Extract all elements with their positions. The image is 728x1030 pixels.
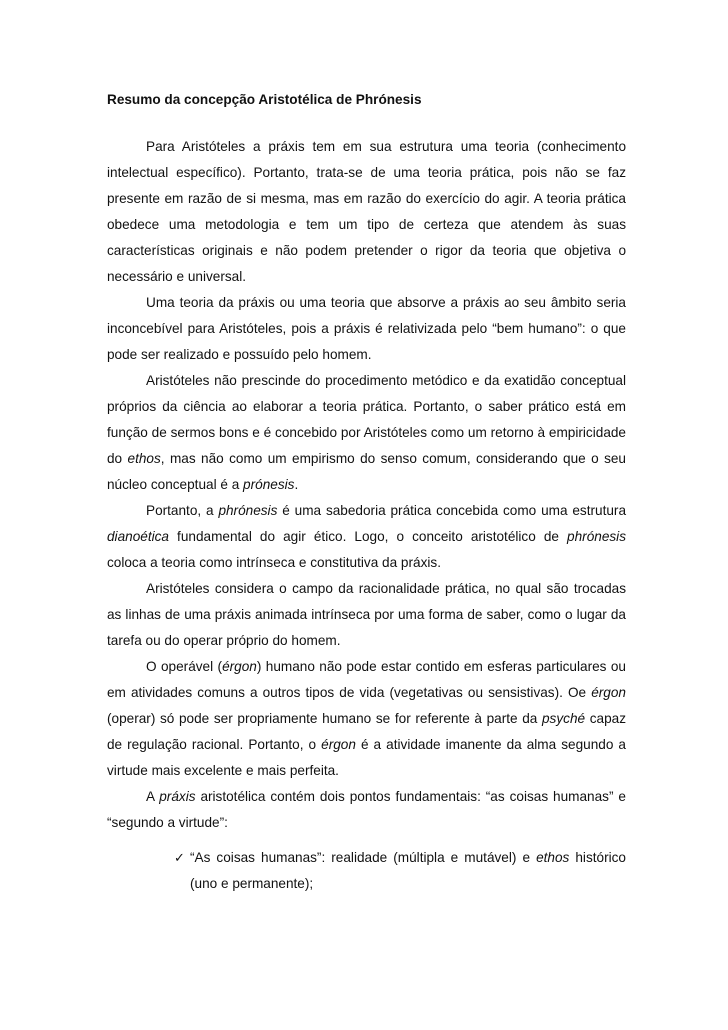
italic-term: érgon: [222, 659, 257, 674]
paragraph: [107, 368, 626, 498]
italic-term: érgon: [591, 685, 626, 700]
paragraph: [107, 134, 626, 290]
text-run: aristotélica contém dois pontos fundamentais: “as coisas humanas” e “segundo a virtude”:: [107, 789, 626, 830]
text-run: O operável (: [146, 659, 223, 674]
text-run: fundamental do agir ético. Logo, o conceito aristotélico de: [168, 529, 568, 544]
paragraph: [107, 576, 626, 654]
paragraph: [107, 498, 626, 576]
italic-term: phrónesis: [567, 529, 626, 544]
document-title: Resumo da concepção Aristotélica de Phrónesis: [107, 92, 422, 107]
text-run: capaz de regulação racional. Portanto, o: [107, 711, 626, 752]
text-run: coloca a teoria como intrínseca e constitutiva da práxis.: [107, 555, 441, 570]
text-run: .: [294, 477, 299, 492]
text-run: Portanto, a: [146, 503, 219, 518]
text-run: , mas não como um empirismo do senso comum, considerando que o seu núcleo conceptual é a: [107, 451, 626, 492]
italic-term: dianoética: [107, 529, 169, 544]
bullet-list: [174, 845, 626, 897]
text-run: “As coisas humanas”: realidade (múltipla e mutável) e: [190, 850, 537, 865]
paragraph: [107, 784, 626, 836]
text-run: é uma sabedoria prática concebida como uma estrutura: [277, 503, 627, 518]
text-run: (operar) só pode ser propriamente humano se for referente à parte da: [107, 711, 542, 726]
italic-term: prónesis: [243, 477, 295, 492]
italic-term: psyché: [542, 711, 586, 726]
paragraph: [107, 290, 626, 368]
bullet-item: [174, 845, 626, 897]
text-run: A: [146, 789, 160, 804]
italic-term: érgon: [321, 737, 356, 752]
bullet-text: [190, 850, 626, 891]
text-run: ) humano não pode estar contido em esferas particulares ou em atividades comuns a outros tipos de vida (vegetativas ou sensistivas). Oe: [107, 659, 626, 700]
text-run: Aristóteles considera o campo da racionalidade prática, no qual são trocadas as linhas de uma práxis animada intrínseca por uma forma de saber, como o lugar da tarefa ou do operar próprio do homem.: [107, 581, 626, 648]
text-run: é a atividade imanente da alma segundo a virtude mais excelente e mais perfeita.: [107, 737, 626, 778]
document-body: [107, 134, 626, 836]
italic-term: ethos: [536, 850, 570, 865]
italic-term: phrónesis: [218, 503, 278, 518]
italic-term: práxis: [159, 789, 196, 804]
text-run: Uma teoria da práxis ou uma teoria que absorve a práxis ao seu âmbito seria inconcebível para Aristóteles, pois a práxis é relativizada pelo “bem humano”: o que pode ser realizado e possuído pelo homem.: [107, 295, 626, 362]
paragraph: [107, 654, 626, 784]
italic-term: ethos: [127, 451, 161, 466]
text-run: Para Aristóteles a práxis tem em sua estrutura uma teoria (conhecimento intelectual específico). Portanto, trata-se de uma teoria prática, pois não se faz presente em razão de si mesma, mas em razão do exercício do agir. A teoria prática obedece uma metodologia e tem um tipo de certeza que atendem às suas características originais e não podem pretender o rigor da teoria que objetiva o necessário e universal.: [107, 139, 626, 284]
checkmark-icon: ✓: [174, 850, 185, 865]
text-run: Aristóteles não prescinde do procedimento metódico e da exatidão conceptual próprios da ciência ao elaborar a teoria prática. Portanto, o saber prático está em função de sermos bons e é concebido por Aristóteles como um retorno à empiricidade do: [107, 373, 626, 466]
text-run: histórico (uno e permanente);: [190, 850, 626, 891]
